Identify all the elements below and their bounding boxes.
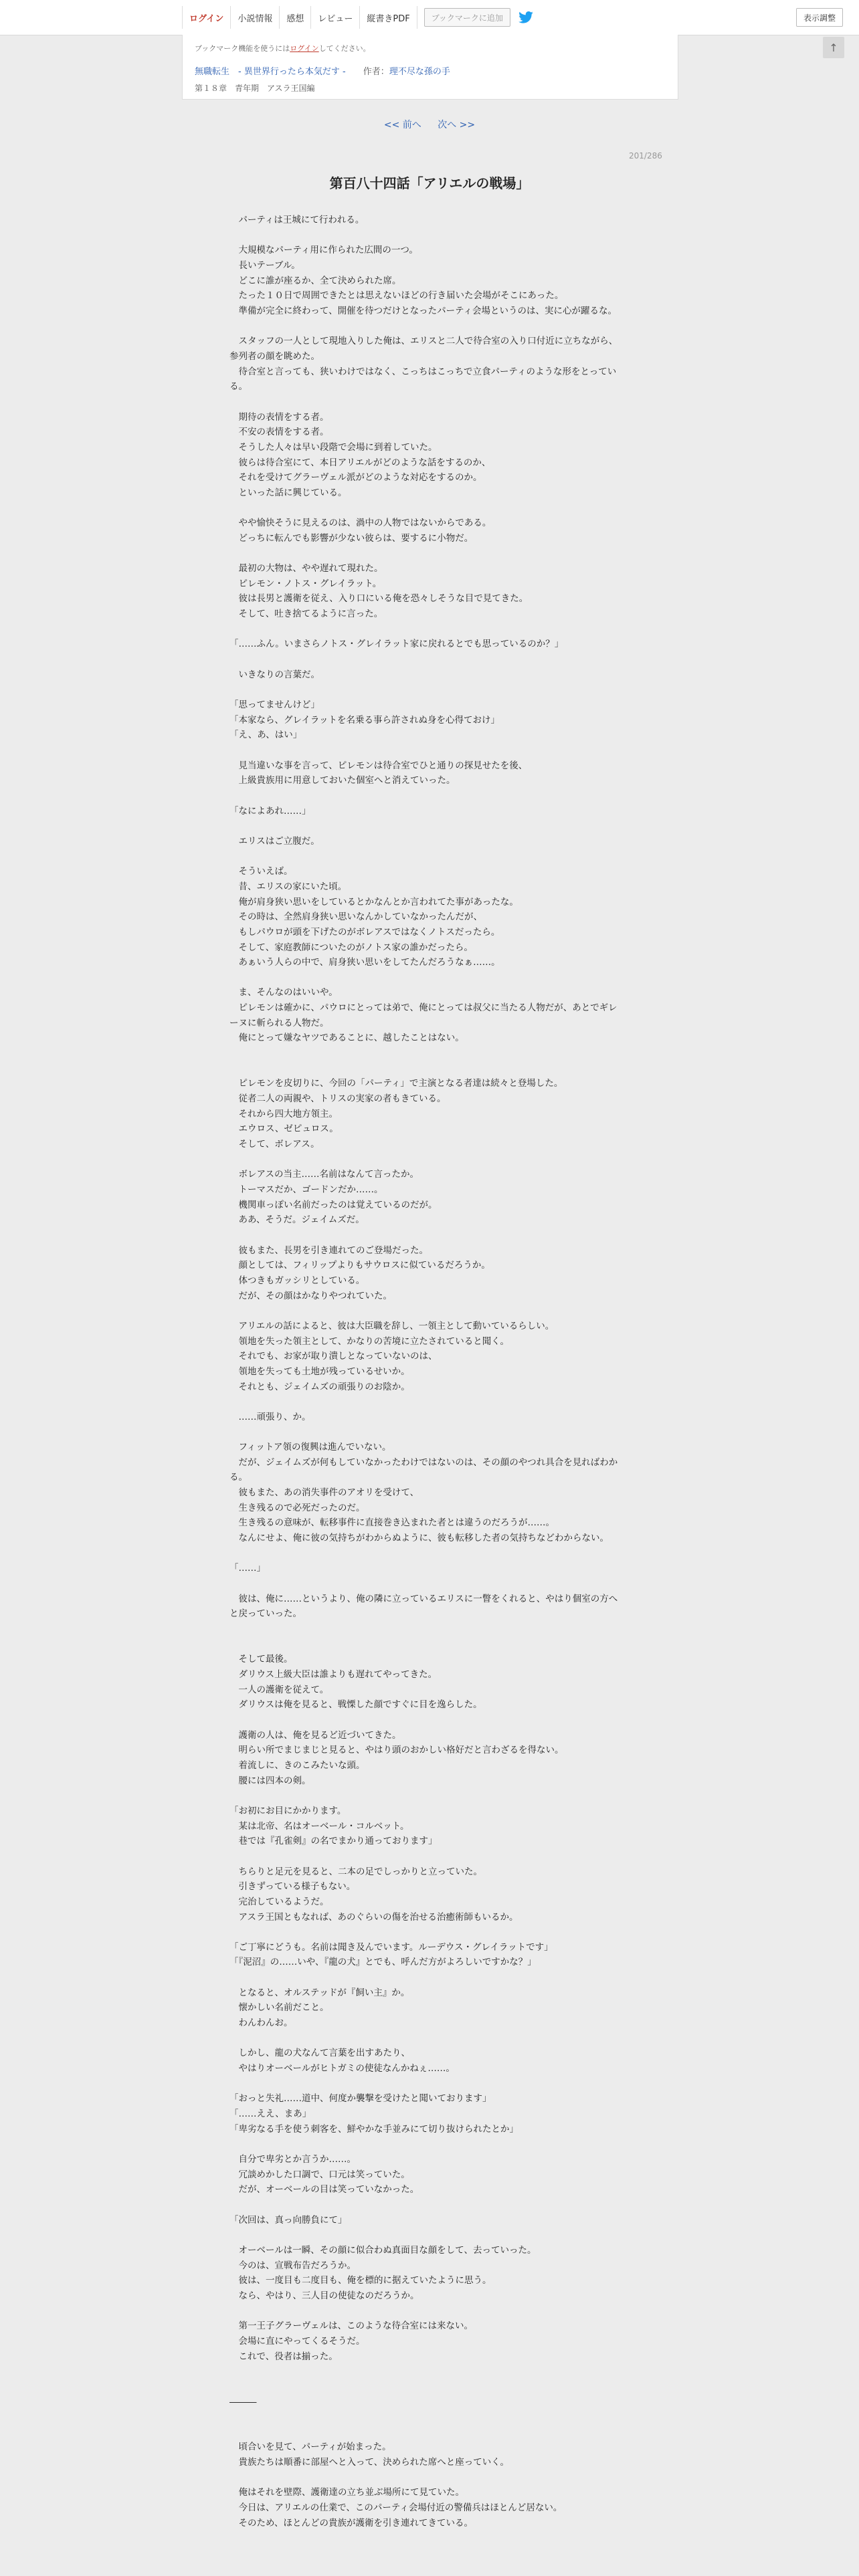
body-paragraph: 俺はそれを壁際、護衛達の立ち並ぶ場所にて見ていた。 <box>229 2487 464 2498</box>
author-link[interactable]: 理不尽な孫の手 <box>389 67 450 77</box>
bookmark-note-prefix: ブックマーク機能を使うには <box>195 44 290 53</box>
body-paragraph <box>229 2031 624 2046</box>
login-link[interactable]: ログイン <box>182 6 231 29</box>
body-paragraph <box>229 395 624 410</box>
body-paragraph: 見当違いな事を言って、ピレモンは待合室でひと通りの探見せたを後、 <box>229 760 528 771</box>
body-paragraph: 待合室と言っても、狭いわけではなく、こっちはこっちで立食パーティのような形をとっている。 <box>229 366 617 393</box>
body-paragraph: どっちに転んでも影響が少ない彼らは、要するに小物だ。 <box>229 532 474 544</box>
body-paragraph: 某は北帝、名はオーベール・コルベット。 <box>229 1820 409 1832</box>
body-paragraph <box>229 1152 624 1168</box>
body-paragraph: 「おっと失礼……道中、何度か襲撃を受けたと聞いております」 <box>229 2093 492 2105</box>
body-paragraph <box>229 1228 624 1243</box>
body-paragraph <box>229 2470 624 2486</box>
episode-body <box>229 213 624 2531</box>
body-paragraph <box>229 546 624 561</box>
body-paragraph: 最初の大物は、やや遅れて現れた。 <box>229 563 383 574</box>
body-paragraph <box>229 849 624 865</box>
body-paragraph <box>229 2379 624 2395</box>
body-paragraph: 俺が肩身狭い思いをしているとかなんとか言われてた事があったな。 <box>229 896 518 907</box>
episode-title: 第百八十四話「アリエルの戦場」 <box>329 175 530 191</box>
body-paragraph <box>229 1061 624 1077</box>
body-paragraph: 生き残るので必死だったのだ。 <box>229 1502 365 1513</box>
body-paragraph: そして、ボレアス。 <box>229 1139 320 1150</box>
body-paragraph: 引きずっている様子もない。 <box>229 1881 356 1893</box>
body-paragraph: ダリウスは俺を見ると、戦慄した顔ですぐに目を逸らした。 <box>229 1699 482 1711</box>
body-paragraph: 「……」 <box>229 1563 266 1574</box>
body-paragraph <box>229 2137 624 2152</box>
body-paragraph: 「次回は、真っ向勝負にて」 <box>229 2214 347 2226</box>
body-paragraph: 長いテーブル。 <box>229 259 300 271</box>
body-paragraph <box>229 622 624 637</box>
body-paragraph: 会場に直にやってくるそうだ。 <box>229 2335 365 2347</box>
body-paragraph <box>229 1303 624 1319</box>
body-paragraph: 彼らは待合室にて、本日アリエルがどのような話をするのか、 <box>229 457 491 468</box>
body-paragraph: それでも、お家が取り潰しとなっていないのは、 <box>229 1351 438 1362</box>
body-paragraph: 着流しに、きのこみたいな頭。 <box>229 1759 365 1771</box>
body-paragraph <box>229 2409 624 2425</box>
impressions-link[interactable]: 感想 <box>280 6 311 29</box>
body-paragraph: 頃合いを見て、パーティが始まった。 <box>229 2442 391 2453</box>
body-paragraph: ピレモン・ノトス・グレイラット。 <box>229 578 382 589</box>
body-paragraph: アリエルの話によると、彼は大臣職を辞し、一領主として動いているらしい。 <box>229 1320 555 1331</box>
twitter-icon[interactable] <box>517 9 535 26</box>
body-paragraph: 「ご丁寧にどうも。名前は聞き及んでいます。ルーデウス・グレイラットです」 <box>229 1941 553 1953</box>
body-paragraph: そして最後。 <box>229 1654 293 1665</box>
body-paragraph <box>229 500 624 516</box>
body-paragraph: 巷では『孔雀剣』の名でまかり通っております」 <box>229 1836 438 1847</box>
body-paragraph: ピレモンは確かに、パウロにとっては弟で、俺にとっては叔父に当たる人物だが、あとでギレーヌに斬られる人物だ。 <box>229 1002 617 1029</box>
body-paragraph <box>229 682 624 697</box>
body-paragraph <box>229 1046 624 1061</box>
body-paragraph: 自分で卑劣とか言うか……。 <box>229 2154 356 2165</box>
bookmark-login-link[interactable]: ログイン <box>290 44 319 53</box>
body-paragraph <box>229 970 624 986</box>
body-paragraph: やや愉快そうに見えるのは、渦中の人物ではないからである。 <box>229 518 492 529</box>
review-link[interactable]: レビュー <box>311 6 360 29</box>
body-paragraph: 「……ええ、まあ」 <box>229 2109 312 2120</box>
body-paragraph <box>229 1713 624 1728</box>
body-paragraph <box>229 319 624 334</box>
chapter-title: 第１８章 青年期 アスラ王国編 <box>195 84 315 93</box>
body-paragraph: 彼もまた、長男を引き連れてのご登場だった。 <box>229 1245 428 1256</box>
body-paragraph: 今日は、アリエルの仕業で、このパーティ会場付近の警備兵はほとんど居ない。 <box>229 2502 563 2514</box>
body-paragraph: なら、やはり、三人目の使徒なのだろうか。 <box>229 2290 419 2301</box>
body-paragraph: しかし、龍の犬なんて言葉を出すあたり、 <box>229 2048 410 2059</box>
body-paragraph: 顔としては、フィリップよりもサウロスに似ているだろうか。 <box>229 1260 490 1271</box>
body-paragraph: どこに誰が座るか、全て決められた席。 <box>229 275 401 286</box>
body-paragraph: 完治しているようだ。 <box>229 1896 329 1907</box>
body-paragraph: そして、吐き捨てるように言った。 <box>229 609 383 620</box>
body-paragraph: ちらりと足元を見ると、二本の足でしっかりと立っていた。 <box>229 1866 482 1877</box>
body-paragraph: 護衛の人は、俺を見るど近づいてきた。 <box>229 1729 401 1741</box>
body-paragraph: そして、家庭教師についたのがノトス家の誰かだったら。 <box>229 942 473 953</box>
body-paragraph <box>229 1925 624 1940</box>
body-paragraph <box>229 1788 624 1804</box>
body-paragraph: 冗談めかした口調で、口元は笑っていた。 <box>229 2169 410 2180</box>
novel-info-box <box>182 35 678 100</box>
body-paragraph: 「……ふん。いまさらノトス・グレイラット家に戻れるとでも思っているのか？」 <box>229 639 564 650</box>
body-paragraph: それとも、ジェイムズの頑張りのお陰か。 <box>229 1381 410 1392</box>
body-paragraph: 生き残るの意味が、転移事件に直接巻き込まれた者とは違うのだろうが……。 <box>229 1517 555 1529</box>
body-paragraph <box>229 1394 624 1410</box>
body-paragraph: 上級貴族用に用意しておいた個室へと消えていった。 <box>229 775 456 786</box>
body-paragraph <box>229 1546 624 1562</box>
body-paragraph: フィットア領の復興は進んでいない。 <box>229 1442 391 1453</box>
body-paragraph: 領地を失っても土地が残っているせいか。 <box>229 1366 410 1377</box>
body-paragraph: だが、ジェイムズが何もしていなかったわけではないのは、その顔のやつれ具合を見ればわかる。 <box>229 1457 618 1483</box>
body-paragraph: 「卑劣なる手を使う刺客を、鮮やかな手並みにて切り抜けられたとか」 <box>229 2123 518 2135</box>
body-paragraph <box>229 1970 624 1985</box>
body-paragraph: パーティは王城にて行われる。 <box>229 215 365 225</box>
top-navigation-bar <box>0 0 859 35</box>
body-paragraph: 機関車っぽい名前だったのは覚えているのだが。 <box>229 1199 438 1210</box>
body-paragraph: そのため、ほとんどの貴族が護衛を引き連れてきている。 <box>229 2517 473 2529</box>
body-paragraph: ……頑張り、か。 <box>229 1411 311 1422</box>
body-paragraph <box>229 743 624 758</box>
vertical-pdf-link[interactable]: 縦書きPDF <box>360 6 417 29</box>
bookmark-note-suffix: してください。 <box>318 44 371 53</box>
body-paragraph: スタッフの一人として現地入りした俺は、エリスと二人で待合室の入り口付近に立ちながら、参列者の顔を眺めた。 <box>229 336 618 362</box>
body-paragraph: アスラ王国ともなれば、あのぐらいの傷を治せる治癒術師もいるか。 <box>229 1911 518 1923</box>
body-paragraph: たった１０日で周囲できたとは思えないほどの行き届いた会場がそこにあった。 <box>229 290 564 302</box>
body-paragraph: ま、そんなのはいいや。 <box>229 987 338 998</box>
scroll-up-button[interactable]: ↑ <box>823 37 844 58</box>
body-paragraph: 「本家なら、グレイラットを名乗る事ら許されぬ身を心得ておけ」 <box>229 714 500 726</box>
body-paragraph: ボレアスの当主……名前はなんて言ったか。 <box>229 1169 419 1180</box>
body-paragraph: その時は、全然肩身狭い思いなんかしていなかったんだが、 <box>229 911 482 923</box>
novel-title-link[interactable]: 無職転生 - 異世界行ったら本気だす - <box>195 67 346 77</box>
episode-counter: 201/286 <box>629 151 662 160</box>
body-paragraph: 今のは、宣戦布告だろうか。 <box>229 2260 356 2271</box>
body-paragraph: 従者二人の両親や、トリスの実家の者もきている。 <box>229 1093 446 1105</box>
body-paragraph: 「なによあれ……」 <box>229 805 311 817</box>
body-paragraph: そうした人々は早い段階で会場に到着していた。 <box>229 441 438 453</box>
body-paragraph <box>229 2425 624 2440</box>
body-paragraph: もしパウロが頭を下げたのがボレアスではなくノトスだったら。 <box>229 926 500 938</box>
body-paragraph <box>229 2197 624 2213</box>
body-paragraph: 領地を失った領主として、かなりの苦境に立たされていると聞く。 <box>229 1335 509 1347</box>
body-paragraph: ダリウス上級大臣は誰よりも遅れてやってきた。 <box>229 1669 438 1680</box>
body-paragraph: あぁいう人らの中で、肩身狭い思いをしてたんだろうなぁ……。 <box>229 957 500 968</box>
novel-info-link[interactable]: 小説情報 <box>231 6 280 29</box>
main-nav <box>182 6 535 29</box>
next-episode-link[interactable]: 次へ >> <box>438 120 476 130</box>
body-paragraph: 第一王子グラーヴェルは、このような待合室には来ない。 <box>229 2321 473 2332</box>
body-paragraph: いきなりの言葉だ。 <box>229 669 320 680</box>
body-paragraph: ピレモンを皮切りに、今回の「パーティ」で主演となる者達は続々と登場した。 <box>229 1078 563 1089</box>
body-paragraph: 「お初にお目にかかります。 <box>229 1805 347 1816</box>
author-label: 作者： <box>363 67 389 77</box>
body-paragraph: なんにせよ、俺に彼の気持ちがわからぬように、彼も転移した者の気持ちなどわからない。 <box>229 1533 609 1544</box>
body-paragraph: 懐かしい名前だこと。 <box>229 2002 329 2014</box>
bookmark-note <box>195 43 371 53</box>
body-paragraph <box>229 1576 624 1592</box>
body-paragraph <box>229 652 624 667</box>
body-paragraph: やはりオーベールがヒトガミの使徒なんかねぇ……。 <box>229 2063 455 2074</box>
body-paragraph: 俺にとって嫌なヤツであることに、越したことはない。 <box>229 1033 464 1044</box>
body-paragraph: エリスはご立腹だ。 <box>229 835 320 847</box>
body-paragraph: トーマスだか、ゴードンだか……。 <box>229 1184 383 1195</box>
body-paragraph: 貴族たちは順番に部屋へと入って、決められた席へと座っていく。 <box>229 2457 509 2468</box>
body-paragraph: そういえば。 <box>229 866 293 877</box>
display-adjust-button[interactable]: 表示調整 <box>796 8 843 27</box>
body-paragraph: これで、役者は揃った。 <box>229 2351 338 2362</box>
body-paragraph: 「『泥沼』の……いや、『龍の犬』とでも、呼んだ方がよろしいですかな？」 <box>229 1957 537 1968</box>
body-paragraph <box>229 2364 624 2379</box>
prev-episode-link[interactable]: << 前へ <box>383 120 421 130</box>
body-paragraph <box>229 788 624 804</box>
novel-title-line <box>195 64 450 77</box>
body-paragraph: 一人の護衛を従えて。 <box>229 1684 329 1695</box>
body-paragraph: オーベールは一瞬、その顔に似合わぬ真面目な顔をして、去っていった。 <box>229 2244 537 2256</box>
body-paragraph: となると、オルステッドが『飼い主』か。 <box>229 1987 410 1998</box>
body-paragraph: 彼は、俺に……というより、俺の隣に立っているエリスに一瞥をくれると、やはり個室の方へと戻っていった。 <box>229 1593 618 1620</box>
body-paragraph: だが、その顔はかなりやつれていた。 <box>229 1290 392 1301</box>
body-paragraph: 体つきもガッシリとしている。 <box>229 1275 365 1286</box>
body-paragraph: エウロス、ゼピュロス。 <box>229 1123 339 1135</box>
body-paragraph <box>229 1425 624 1440</box>
body-paragraph: 「え、あ、はい」 <box>229 730 302 741</box>
body-paragraph: 腰には四本の剣。 <box>229 1775 311 1786</box>
body-paragraph: 期待の表情をする者。 <box>229 411 329 423</box>
body-paragraph: 明らい所でまじまじと見ると、やはり頭のおかしい格好だと言わざるを得ない。 <box>229 1745 564 1756</box>
body-paragraph <box>229 1637 624 1652</box>
body-paragraph: それから四大地方領主。 <box>229 1108 338 1119</box>
body-paragraph <box>229 819 624 834</box>
body-paragraph <box>229 2076 624 2092</box>
body-paragraph <box>229 1622 624 1637</box>
body-paragraph: わんわんお。 <box>229 2018 293 2029</box>
body-paragraph <box>229 2228 624 2243</box>
body-paragraph: ――― <box>229 2396 257 2407</box>
body-paragraph: 準備が完全に終わって、開催を待つだけとなったパーティ会場というのは、実に心が躍るな。 <box>229 305 617 316</box>
body-paragraph: といった話に興じている。 <box>229 487 347 498</box>
body-paragraph: 大規模なパーティ用に作られた広間の一つ。 <box>229 245 418 256</box>
body-paragraph <box>229 1849 624 1864</box>
body-paragraph: 不安の表情をする者。 <box>229 427 329 438</box>
body-paragraph <box>229 2304 624 2319</box>
body-paragraph: 昔、エリスの家にいた頃。 <box>229 881 347 892</box>
body-paragraph <box>229 228 624 243</box>
body-paragraph: 彼は長男と護衛を従え、入り口にいる俺を恐々しそうな目で見てきた。 <box>229 593 529 605</box>
body-paragraph: ああ、そうだ。ジェイムズだ。 <box>229 1214 365 1226</box>
body-paragraph: 彼もまた、あの消失事件のアオリを受けて、 <box>229 1487 419 1499</box>
add-bookmark-button[interactable]: ブックマークに追加 <box>424 8 510 27</box>
body-paragraph: 「思ってませんけど」 <box>229 700 320 710</box>
body-paragraph: だが、オーベールの目は笑っていなかった。 <box>229 2184 419 2195</box>
episode-pager <box>0 118 859 131</box>
body-paragraph: それを受けてグラーヴェル派がどのような対応をするのか。 <box>229 472 482 484</box>
body-paragraph: 彼は、一度目も二度目も、俺を標的に据えていたように思う。 <box>229 2275 492 2286</box>
